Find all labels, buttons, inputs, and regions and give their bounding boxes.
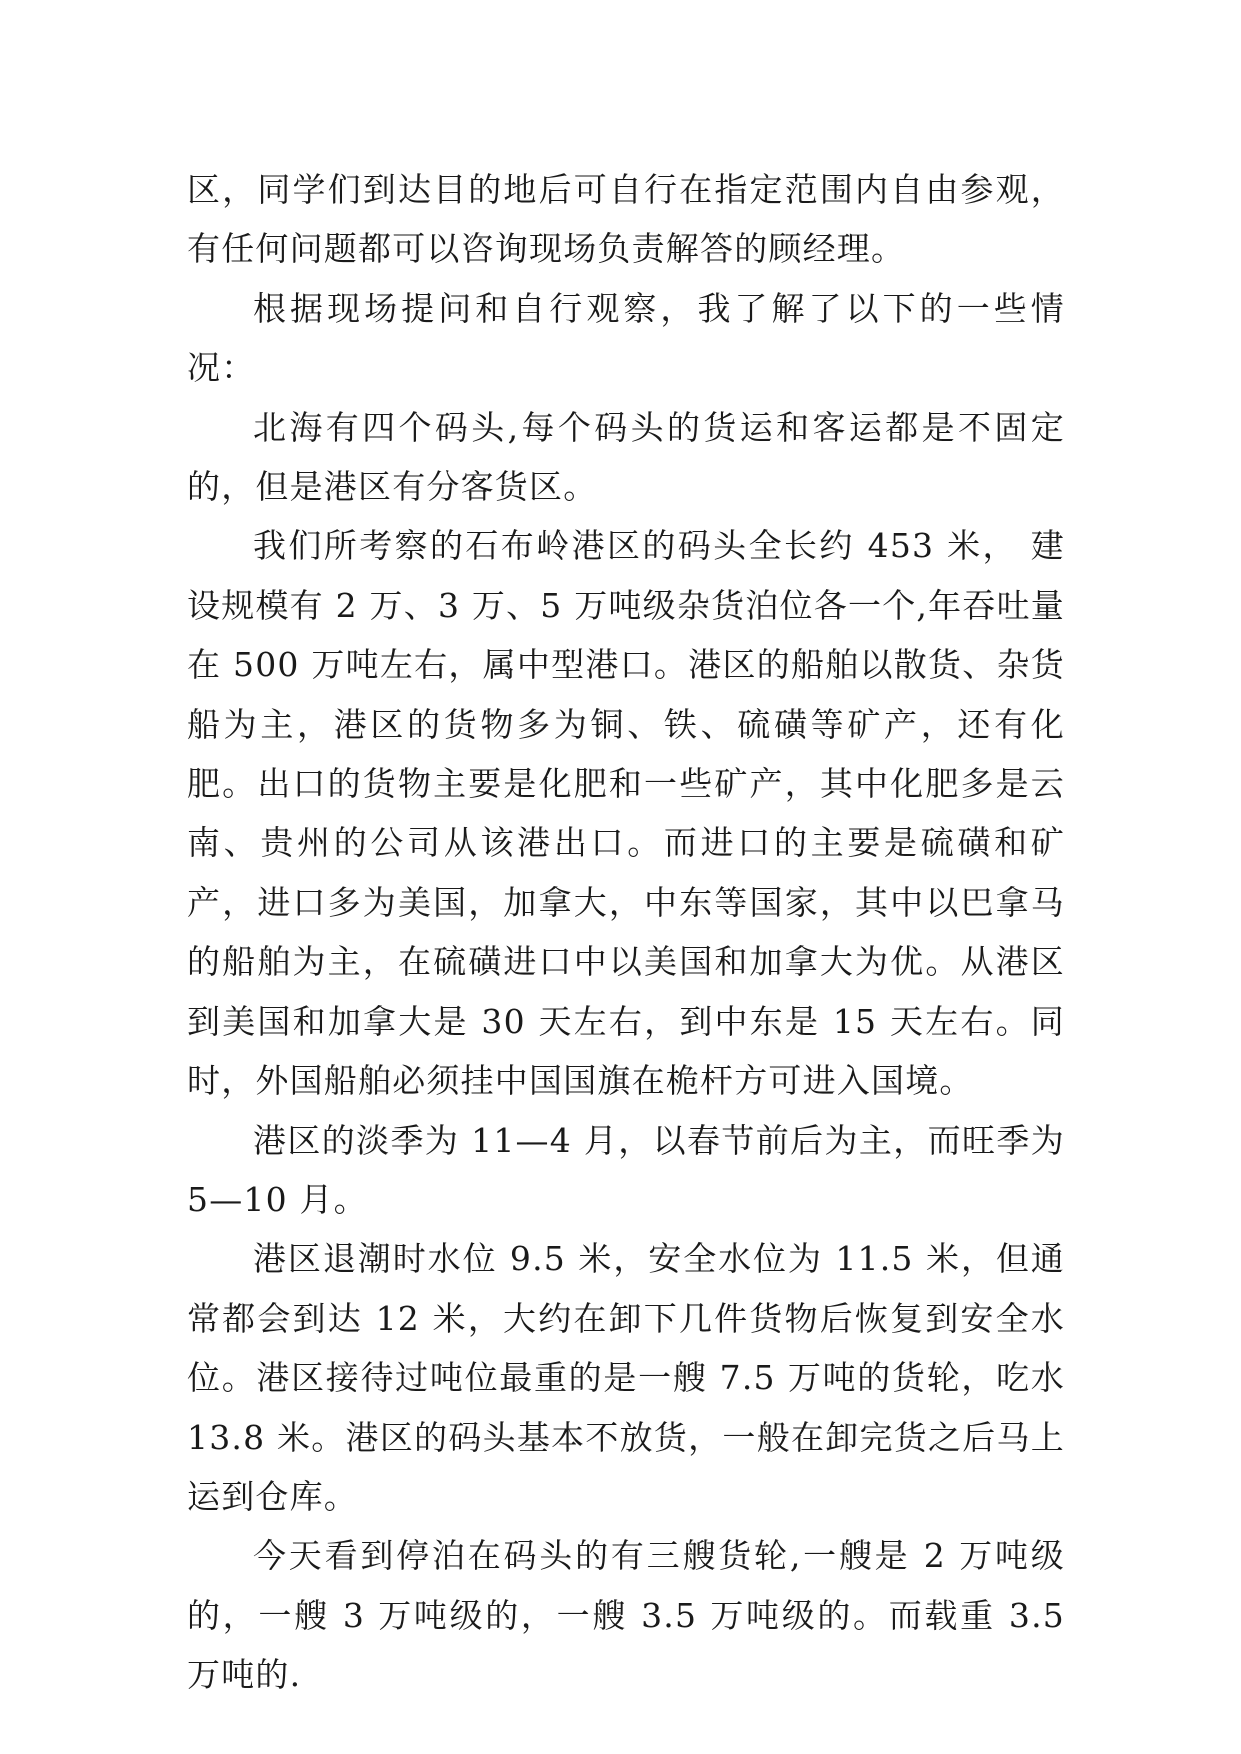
paragraph-6: 港区退潮时水位 9.5 米，安全水位为 11.5 米，但通常都会到达 12 米，大约在卸下几件货物后恢复到安全水位。港区接待过吨位最重的是一艘 7.5 万吨的货轮，吃水 13.8 米。港区的码头基本不放货，一般在卸完货之后马上运到仓库。	[187, 1239, 1065, 1516]
paragraph-3: 北海有四个码头,每个码头的货运和客运都是不固定的，但是港区有分客货区。	[187, 407, 1065, 507]
paragraph-1: 区，同学们到达目的地后可自行在指定范围内自由参观，有任何问题都可以咨询现场负责解答的顾经理。	[187, 170, 1065, 269]
paragraph-2: 根据现场提问和自行观察，我了解了以下的一些情况：	[187, 288, 1065, 388]
paragraph-5: 港区的淡季为 11—4 月，以春节前后为主，而旺季为 5—10 月。	[187, 1120, 1065, 1219]
paragraph-7: 今天看到停泊在码头的有三艘货轮,一艘是 2 万吨级的，一艘 3 万吨级的，一艘 3.5 万吨级的。而载重 3.5 万吨的.	[187, 1536, 1065, 1695]
paragraph-4: 我们所考察的石布岭港区的码头全长约 453 米， 建设规模有 2 万、3 万、5 万吨级杂货泊位各一个,年吞吐量在 500 万吨左右，属中型港口。港区的船舶以散货、杂货船为主，港区的货物多为铜、铁、硫磺等矿产，还有化肥。出口的货物主要是化肥和一些矿产，其中化肥多是云南、贵州的公司从该港出口。而进口的主要是硫磺和矿产，进口多为美国，加拿大，中东等国家，其中以巴拿马的船舶为主，在硫磺进口中以美国和加拿大为优。从港区到美国和加拿大是 30 天左右，到中东是 15 天左右。同时，外国船舶必须挂中国国旗在桅杆方可进入国境。	[187, 526, 1065, 1101]
document-body	[187, 160, 1065, 1705]
